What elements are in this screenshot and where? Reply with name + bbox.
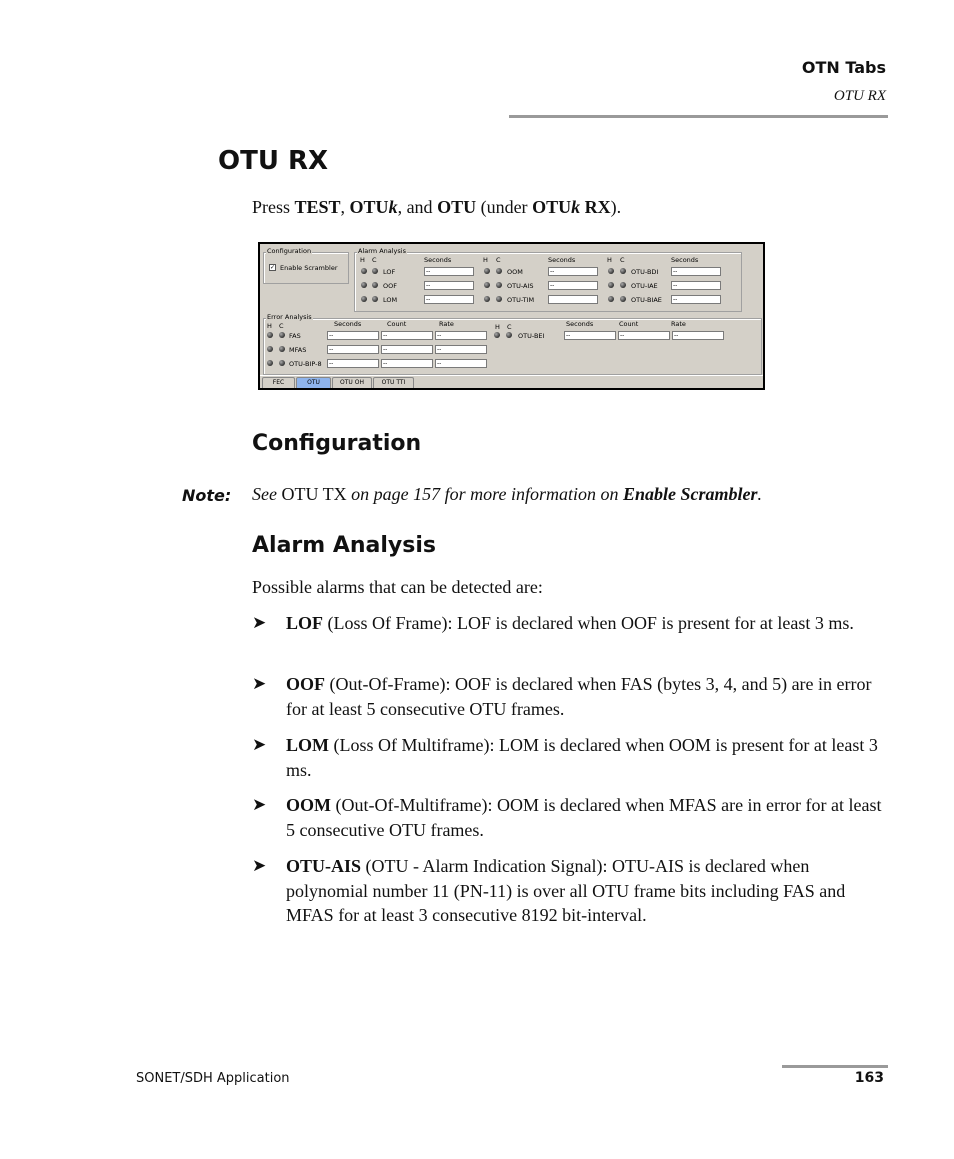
running-header-subsection: OTU RX — [833, 88, 886, 104]
otu-ais-history-led — [484, 282, 490, 288]
fas-count-field: -- — [381, 331, 433, 340]
alarm-analysis-heading: Alarm Analysis — [252, 533, 436, 558]
otu-tim-history-led — [484, 296, 490, 302]
fas-history-led — [267, 332, 273, 338]
otu-biae-history-led — [608, 296, 614, 302]
error-rate-header: Rate — [439, 320, 454, 328]
oom-current-led — [496, 268, 502, 274]
bullet-arrow-icon: ➤ — [252, 856, 267, 876]
otu-tim-seconds-field — [548, 295, 598, 304]
otu-bip8-current-led — [279, 360, 285, 366]
footer-rule — [782, 1065, 888, 1068]
error-label: OTU-BEI — [518, 332, 545, 340]
fas-seconds-field: -- — [327, 331, 379, 340]
error-c-header: C — [279, 322, 284, 330]
otu-bip8-history-led — [267, 360, 273, 366]
alarm-label: OTU-IAE — [631, 282, 658, 290]
error-count-header: Count — [387, 320, 407, 328]
error-c-header: C — [507, 323, 512, 331]
error-h-header: H — [267, 322, 272, 330]
otu-bdi-current-led — [620, 268, 626, 274]
error-label: OTU-BIP-8 — [289, 360, 322, 368]
note-label: Note: — [182, 486, 232, 505]
otu-iae-current-led — [620, 282, 626, 288]
lof-seconds-field: -- — [424, 267, 474, 276]
lof-history-led — [361, 268, 367, 274]
oof-history-led — [361, 282, 367, 288]
alarm-label: OTU-BIAE — [631, 296, 662, 304]
tab-bar — [260, 375, 763, 389]
alarm-analysis-group-title: Alarm Analysis — [358, 247, 406, 255]
lom-current-led — [372, 296, 378, 302]
otu-tim-current-led — [496, 296, 502, 302]
otu-bei-rate-field: -- — [672, 331, 724, 340]
otu-bip8-rate-field: -- — [435, 359, 487, 368]
alarm-label: OOM — [507, 268, 523, 276]
tab-otu[interactable]: OTU — [296, 377, 331, 388]
oom-seconds-field: -- — [548, 267, 598, 276]
otu-bei-seconds-field: -- — [564, 331, 616, 340]
alarm-intro: Possible alarms that can be detected are: — [252, 577, 543, 597]
lom-seconds-field: -- — [424, 295, 474, 304]
alarm-h-header: H — [607, 256, 612, 264]
oof-current-led — [372, 282, 378, 288]
error-analysis-group-title: Error Analysis — [267, 313, 312, 321]
otu-biae-seconds-field: -- — [671, 295, 721, 304]
oom-history-led — [484, 268, 490, 274]
bullet-arrow-icon: ➤ — [252, 795, 267, 815]
otu-ais-current-led — [496, 282, 502, 288]
footer-title: SONET/SDH Application — [136, 1071, 290, 1086]
lof-current-led — [372, 268, 378, 274]
note-text: See OTU TX on page 157 for more information on Enable Scrambler. — [252, 484, 762, 504]
alarm-c-header: C — [496, 256, 501, 264]
otu-iae-history-led — [608, 282, 614, 288]
alarm-h-header: H — [360, 256, 365, 264]
bullet-arrow-icon: ➤ — [252, 613, 267, 633]
otu-ais-seconds-field: -- — [548, 281, 598, 290]
otu-bei-current-led — [506, 332, 512, 338]
tab-otu-tti[interactable]: OTU TTI — [373, 377, 414, 388]
alarm-label: LOM — [383, 296, 398, 304]
alarm-c-header: C — [372, 256, 377, 264]
error-rate-header: Rate — [671, 320, 686, 328]
configuration-group-title: Configuration — [267, 247, 312, 255]
otu-tx-reference[interactable]: OTU TX — [281, 484, 347, 504]
otu-bdi-seconds-field: -- — [671, 267, 721, 276]
otu-iae-seconds-field: -- — [671, 281, 721, 290]
tab-fec[interactable]: FEC — [262, 377, 295, 388]
alarm-seconds-header: Seconds — [424, 256, 452, 264]
alarm-label: LOF — [383, 268, 396, 276]
otu-bdi-history-led — [608, 268, 614, 274]
fas-rate-field: -- — [435, 331, 487, 340]
fas-current-led — [279, 332, 285, 338]
mfas-seconds-field: -- — [327, 345, 379, 354]
configuration-heading: Configuration — [252, 431, 422, 456]
otu-bei-count-field: -- — [618, 331, 670, 340]
page-number: 163 — [854, 1070, 884, 1086]
header-rule — [509, 115, 888, 118]
running-header-section: OTN Tabs — [801, 58, 886, 77]
mfas-count-field: -- — [381, 345, 433, 354]
mfas-history-led — [267, 346, 273, 352]
otu-biae-current-led — [620, 296, 626, 302]
error-seconds-header: Seconds — [334, 320, 362, 328]
enable-scrambler-checkbox[interactable]: ✓ — [270, 264, 276, 271]
bullet-arrow-icon: ➤ — [252, 735, 267, 755]
tab-otu-oh[interactable]: OTU OH — [332, 377, 372, 388]
error-count-header: Count — [619, 320, 639, 328]
alarm-c-header: C — [620, 256, 625, 264]
alarm-label: OTU-TIM — [507, 296, 535, 304]
alarm-h-header: H — [483, 256, 488, 264]
error-label: FAS — [289, 332, 301, 340]
mfas-rate-field: -- — [435, 345, 487, 354]
otu-rx-screenshot — [258, 242, 765, 390]
error-seconds-header: Seconds — [566, 320, 594, 328]
enable-scrambler-label: Enable Scrambler — [280, 264, 338, 272]
alarm-label: OTU-AIS — [507, 282, 534, 290]
alarm-seconds-header: Seconds — [548, 256, 576, 264]
alarm-seconds-header: Seconds — [671, 256, 699, 264]
otu-bip8-seconds-field: -- — [327, 359, 379, 368]
alarm-label: OOF — [383, 282, 397, 290]
page-title: OTU RX — [218, 146, 329, 176]
lom-history-led — [361, 296, 367, 302]
alarm-label: OTU-BDI — [631, 268, 659, 276]
oof-seconds-field: -- — [424, 281, 474, 290]
bullet-arrow-icon: ➤ — [252, 674, 267, 694]
intro-paragraph: Press TEST, OTUk, and OTU (under OTUk RX). — [252, 197, 622, 217]
mfas-current-led — [279, 346, 285, 352]
otu-bip8-count-field: -- — [381, 359, 433, 368]
otu-bei-history-led — [494, 332, 500, 338]
error-label: MFAS — [289, 346, 307, 354]
error-h-header: H — [495, 323, 500, 331]
